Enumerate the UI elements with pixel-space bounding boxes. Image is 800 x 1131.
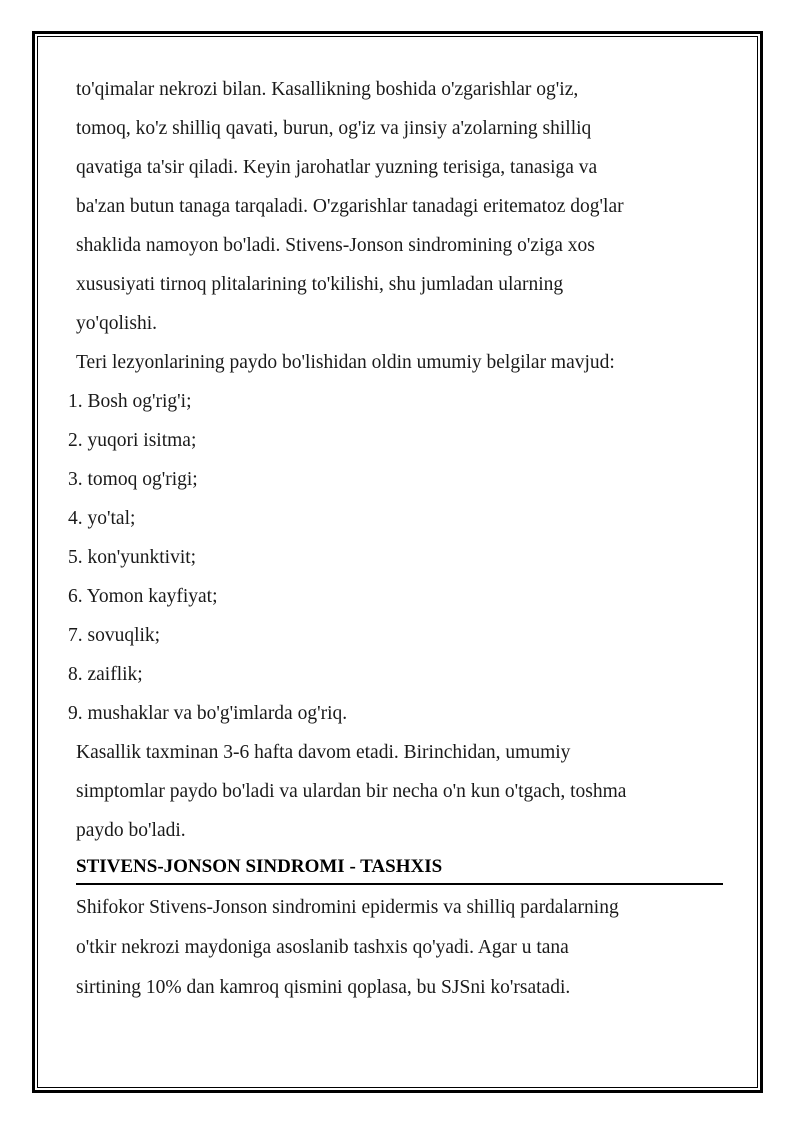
symptoms-list — [68, 382, 726, 733]
document-body — [68, 70, 726, 1008]
list-item: 6. Yomon kayfiyat; — [68, 586, 218, 607]
text-line: o'tkir nekrozi maydoniga asoslanib tashxis qo'yadi. Agar u tana — [76, 937, 569, 958]
section-heading: STIVENS-JONSON SINDROMI - TASHXIS — [76, 856, 443, 877]
text-line: xususiyati tirnoq plitalarining to'kilishi, shu jumladan ularning — [76, 274, 564, 295]
text-line: ba'zan butun tanaga tarqaladi. O'zgarishlar tanadagi eritematoz dog'lar — [76, 196, 624, 217]
paragraph-duration — [76, 733, 726, 850]
list-item: 4. yo'tal; — [68, 508, 136, 529]
list-item: 3. tomoq og'rigi; — [68, 469, 198, 490]
text-line: Kasallik taxminan 3-6 hafta davom etadi. Birinchidan, umumiy — [76, 742, 571, 763]
list-item: 1. Bosh og'rig'i; — [68, 391, 192, 412]
text-line: sirtining 10% dan kamroq qismini qoplasa, bu SJSni ko'rsatadi. — [76, 977, 571, 998]
text-line: shaklida namoyon bo'ladi. Stivens-Jonson sindromining o'ziga xos — [76, 235, 595, 256]
section-heading-underline — [76, 850, 723, 885]
paragraph-intro — [76, 70, 726, 382]
text-line: to'qimalar nekrozi bilan. Kasallikning boshida o'zgarishlar og'iz, — [76, 79, 579, 100]
text-line: qavatiga ta'sir qiladi. Keyin jarohatlar yuzning terisiga, tanasiga va — [76, 157, 598, 178]
list-item: 5. kon'yunktivit; — [68, 547, 197, 568]
list-item: 8. zaiflik; — [68, 664, 143, 685]
list-item: 9. mushaklar va bo'g'imlarda og'riq. — [68, 703, 348, 724]
text-line: Shifokor Stivens-Jonson sindromini epidermis va shilliq pardalarning — [76, 897, 619, 918]
text-line: simptomlar paydo bo'ladi va ulardan bir necha o'n kun o'tgach, toshma — [76, 781, 627, 802]
text-line: yo'qolishi. — [76, 313, 157, 334]
paragraph-diagnosis — [76, 888, 726, 1008]
symptoms-intro-line: Teri lezyonlarining paydo bo'lishidan oldin umumiy belgilar mavjud: — [76, 352, 615, 373]
list-item: 2. yuqori isitma; — [68, 430, 197, 451]
text-line: tomoq, ko'z shilliq qavati, burun, og'iz va jinsiy a'zolarning shilliq — [76, 118, 592, 139]
list-item: 7. sovuqlik; — [68, 625, 161, 646]
text-line: paydo bo'ladi. — [76, 820, 186, 841]
